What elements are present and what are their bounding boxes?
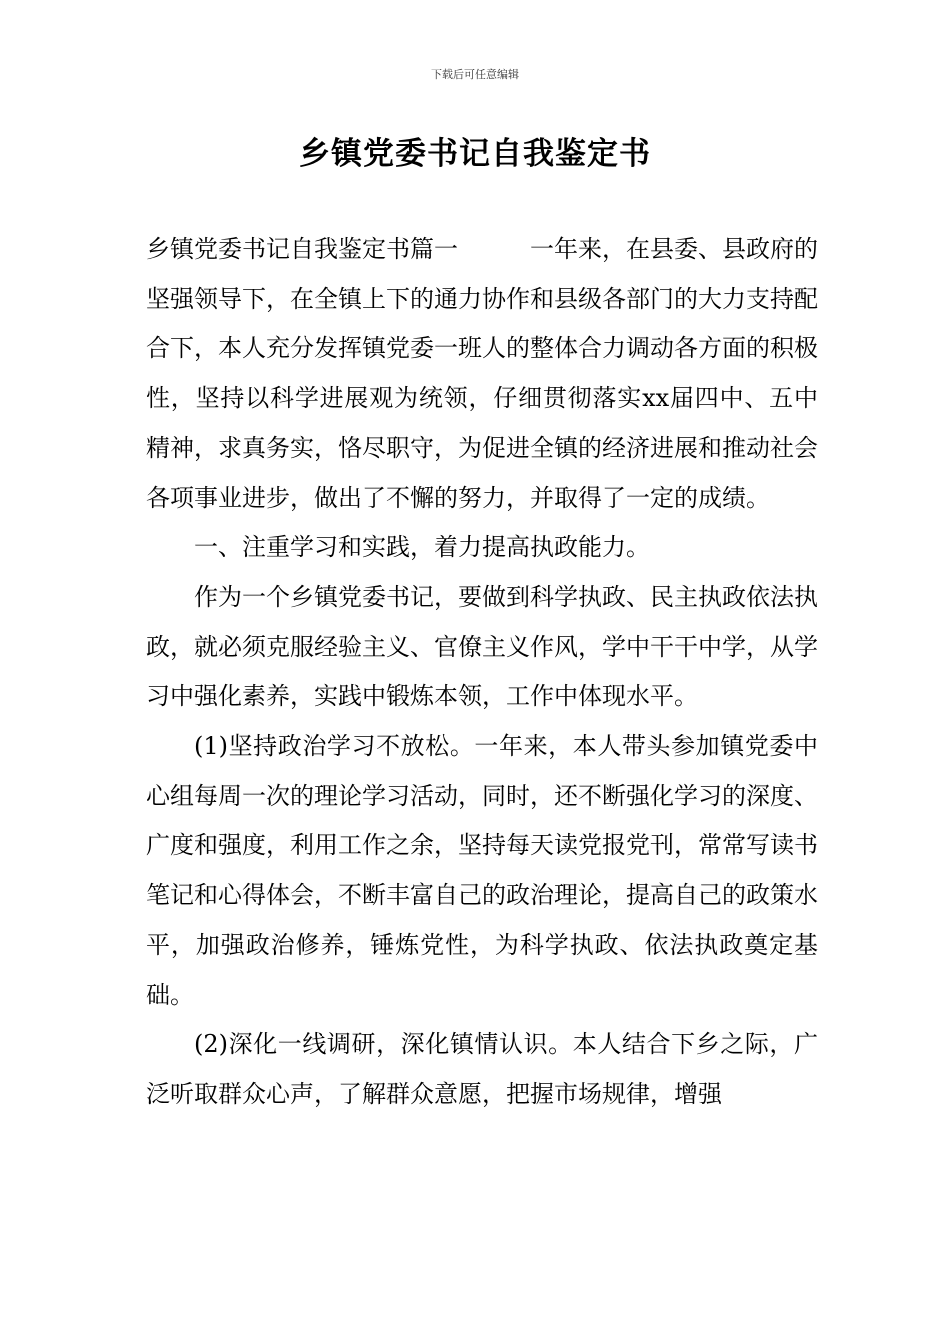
paragraph-intro	[146, 225, 818, 523]
paragraph-3: (1)坚持政治学习不放松。一年来，本人带头参加镇党委中心组每周一次的理论学习活动，同时，还不断强化学习的深度、广度和强度，利用工作之余，坚持每天读党报党刊，常常写读书笔记和心得体会，不断丰富自己的政治理论，提高自己的政策水平，加强政治修养，锤炼党性，为科学执政、依法执政奠定基础。	[146, 732, 818, 1009]
document-body	[146, 225, 818, 1120]
paragraph-1-text: 一年来，在县委、县政府的坚强领导下，在全镇上下的通力协作和县级各部门的大力支持配合下，本人充分发挥镇党委一班人的整体合力调动各方面的积极性，坚持以科学进展观为统领，仔细贯彻落实xx届四中、五中精神，求真务实，恪尽职守，为促进全镇的经济进展和推动社会各项事业进步，做出了不懈的努力，并取得了一定的成绩。	[146, 235, 818, 512]
paragraph-2: 作为一个乡镇党委书记，要做到科学执政、民主执政依法执政，就必须克服经验主义、官僚主义作风，学中干干中学，从学习中强化素养，实践中锻炼本领，工作中体现水平。	[146, 582, 818, 711]
document-title: 乡镇党委书记自我鉴定书	[299, 136, 651, 172]
section-heading-1: 一、注重学习和实践，着力提高执政能力。	[194, 533, 650, 562]
paragraph-4: (2)深化一线调研，深化镇情认识。本人结合下乡之际，广泛听取群众心声，了解群众意愿，把握市场规律，增强	[146, 1030, 818, 1108]
intro-label: 乡镇党委书记自我鉴定书篇一	[146, 235, 458, 263]
header-note: 下载后可任意编辑	[431, 68, 519, 81]
